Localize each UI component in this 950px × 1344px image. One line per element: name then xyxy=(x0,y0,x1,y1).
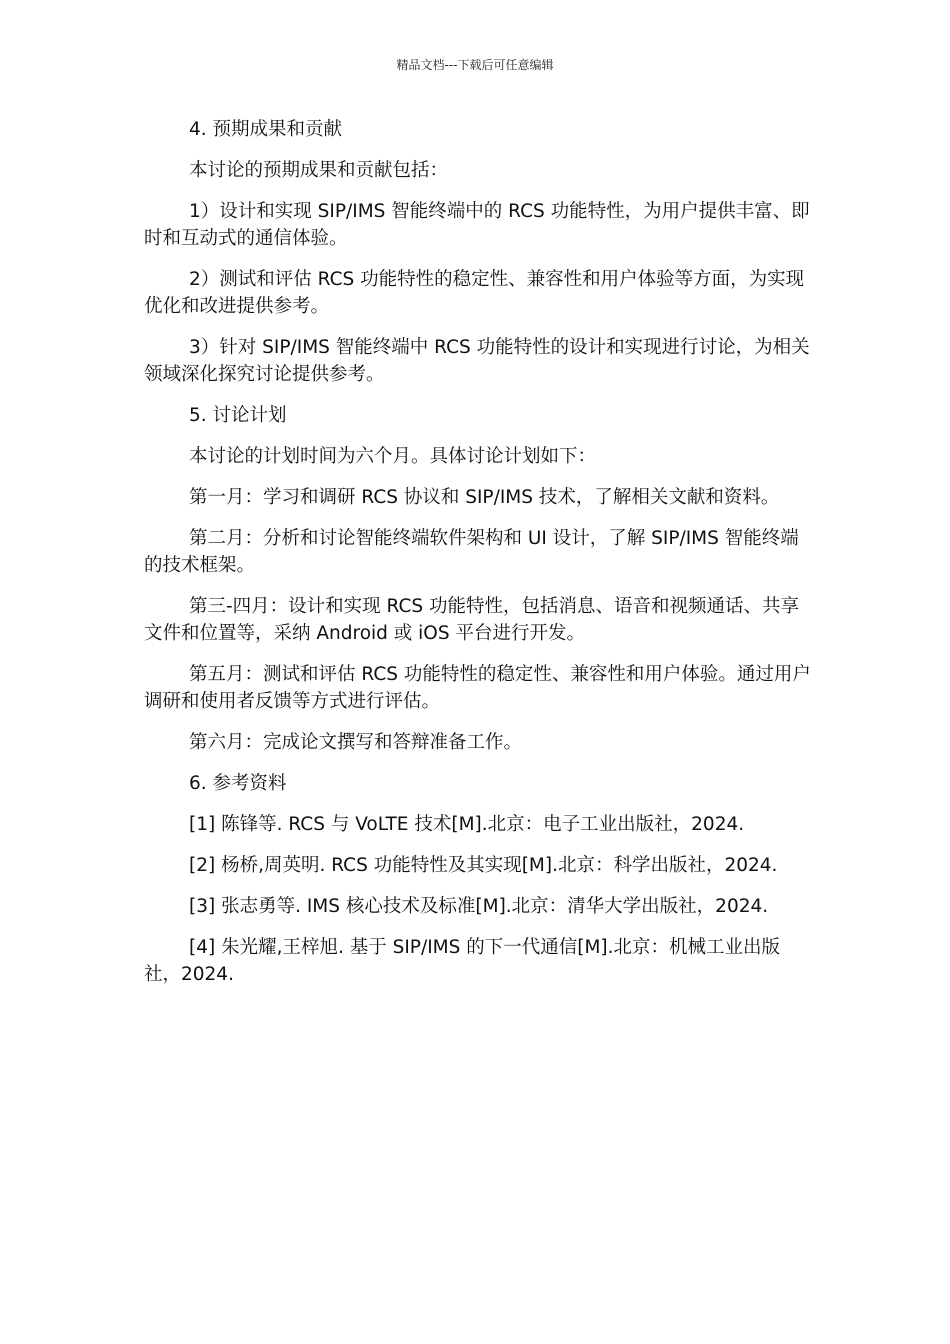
document-body xyxy=(144,116,812,1002)
section-heading-references: 6. 参考资料 xyxy=(189,773,287,794)
outcome-item-3: 3）针对 SIP/IMS 智能终端中 RCS 功能特性的设计和实现进行讨论，为相关领域深化探究讨论提供参考。 xyxy=(144,337,810,385)
plan-month-3-4: 第三-四月：设计和实现 RCS 功能特性，包括消息、语音和视频通话、共享文件和位置等，采纳 Android 或 iOS 平台进行开发。 xyxy=(144,596,800,644)
outcome-item-2: 2）测试和评估 RCS 功能特性的稳定性、兼容性和用户体验等方面，为实现优化和改进提供参考。 xyxy=(144,269,805,317)
page-header: 精品文档---下载后可任意编辑 xyxy=(396,58,554,72)
paragraph-plan-intro: 本讨论的计划时间为六个月。具体讨论计划如下： xyxy=(189,446,597,467)
reference-4: [4] 朱光耀,王梓旭. 基于 SIP/IMS 的下一代通信[M].北京：机械工业出版社，2024. xyxy=(144,937,781,985)
paragraph-outcomes-intro: 本讨论的预期成果和贡献包括： xyxy=(189,160,449,181)
section-heading-plan: 5. 讨论计划 xyxy=(189,405,287,426)
reference-2: [2] 杨桥,周英明. RCS 功能特性及其实现[M].北京：科学出版社，2024. xyxy=(189,855,778,876)
plan-month-2: 第二月：分析和讨论智能终端软件架构和 UI 设计，了解 SIP/IMS 智能终端的技术框架。 xyxy=(144,528,799,576)
plan-month-5: 第五月：测试和评估 RCS 功能特性的稳定性、兼容性和用户体验。通过用户调研和使用者反馈等方式进行评估。 xyxy=(144,664,811,712)
section-heading-outcomes: 4. 预期成果和贡献 xyxy=(189,119,343,140)
outcome-item-1: 1）设计和实现 SIP/IMS 智能终端中的 RCS 功能特性，为用户提供丰富、即时和互动式的通信体验。 xyxy=(144,201,810,249)
plan-month-1: 第一月：学习和调研 RCS 协议和 SIP/IMS 技术，了解相关文献和资料。 xyxy=(189,487,780,508)
reference-3: [3] 张志勇等. IMS 核心技术及标准[M].北京：清华大学出版社，2024. xyxy=(189,896,769,917)
reference-1: [1] 陈锋等. RCS 与 VoLTE 技术[M].北京：电子工业出版社，2024. xyxy=(189,814,745,835)
plan-month-6: 第六月：完成论文撰写和答辩准备工作。 xyxy=(189,732,523,753)
